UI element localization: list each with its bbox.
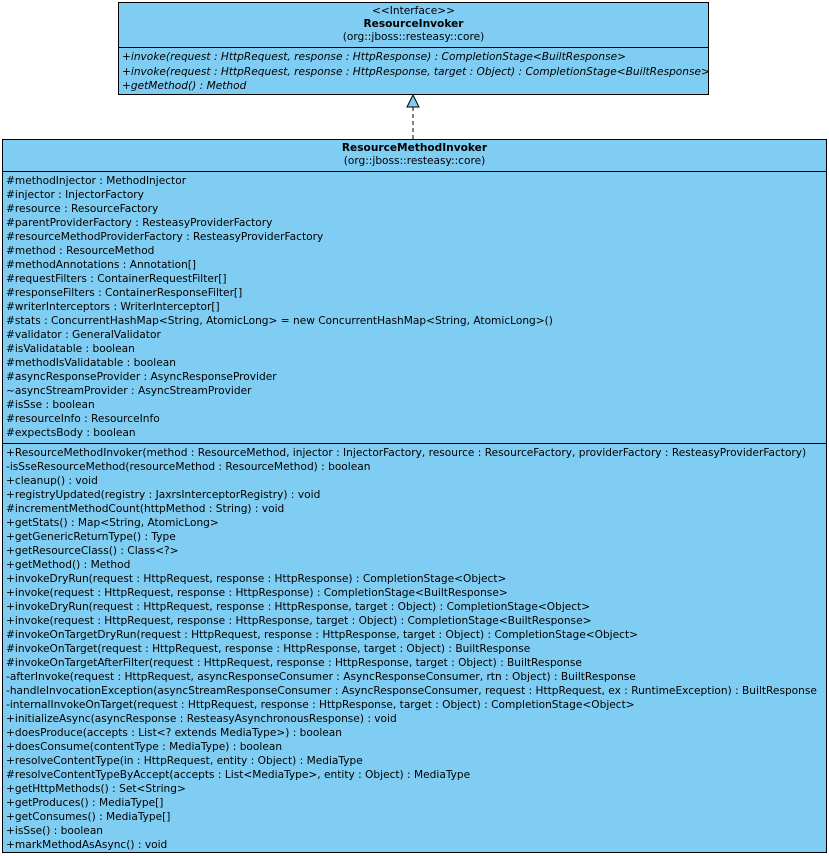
class-method: +resolveContentType(in : HttpRequest, entity : Object) : MediaType	[6, 755, 363, 767]
class-attribute: #stats : ConcurrentHashMap<String, AtomicLong> = new ConcurrentHashMap<String, AtomicLong>()	[6, 315, 553, 327]
class-method: +getGenericReturnType() : Type	[6, 531, 176, 543]
class-method: +invokeDryRun(request : HttpRequest, response : HttpResponse) : CompletionStage<Object>	[6, 573, 507, 585]
class-attribute: #expectsBody : boolean	[6, 427, 136, 439]
class-method: +doesConsume(contentType : MediaType) : boolean	[6, 741, 283, 753]
class-methods	[3, 444, 826, 855]
class-method: +invoke(request : HttpRequest, response : HttpResponse) : CompletionStage<BuiltResponse>	[6, 587, 508, 599]
class-method: +getHttpMethods() : Set<String>	[6, 783, 186, 795]
class-method: -internalInvokeOnTarget(request : HttpRequest, response : HttpResponse, target : Object) : CompletionStage<Object>	[6, 699, 635, 711]
class-attribute: #responseFilters : ContainerResponseFilter[]	[6, 287, 243, 299]
class-method: +markMethodAsAsync() : void	[6, 839, 168, 851]
class-attribute: #isValidatable : boolean	[6, 343, 135, 355]
class-attribute: #methodIsValidatable : boolean	[6, 357, 176, 369]
interface-method: +invoke(request : HttpRequest, response : HttpResponse) : CompletionStage<BuiltResponse>	[122, 51, 626, 63]
interface-method: +getMethod() : Method	[122, 80, 247, 92]
class-method: +getConsumes() : MediaType[]	[6, 811, 171, 823]
class-method: +invokeDryRun(request : HttpRequest, response : HttpResponse, target : Object) : CompletionStage<Object>	[6, 601, 591, 613]
class-attribute: #validator : GeneralValidator	[6, 329, 161, 341]
class-package: (org::jboss::resteasy::core)	[343, 155, 486, 167]
class-method: #resolveContentTypeByAccept(accepts : List<MediaType>, entity : Object) : MediaType	[6, 769, 471, 781]
class-attribute: #requestFilters : ContainerRequestFilter[]	[6, 273, 227, 285]
class-method: -afterInvoke(request : HttpRequest, asyncResponseConsumer : AsyncResponseConsumer, rtn : Object) : BuiltResponse	[6, 671, 636, 683]
class-method: +isSse() : boolean	[6, 825, 104, 837]
class-attribute: #methodInjector : MethodInjector	[6, 175, 187, 187]
class-attribute: ~asyncStreamProvider : AsyncStreamProvider	[6, 385, 252, 397]
class-attribute: #method : ResourceMethod	[6, 245, 155, 257]
class-method: #invokeOnTarget(request : HttpRequest, response : HttpResponse, target : Object) : BuiltResponse	[6, 643, 531, 655]
class-method: #invokeOnTargetAfterFilter(request : HttpRequest, response : HttpResponse, target : Object) : BuiltResponse	[6, 657, 582, 669]
class-attribute: #parentProviderFactory : ResteasyProviderFactory	[6, 217, 273, 229]
class-method: +getProduces() : MediaType[]	[6, 797, 164, 809]
class-attribute: #resourceMethodProviderFactory : ResteasyProviderFactory	[6, 231, 324, 243]
realization-arrowhead	[407, 95, 419, 107]
class-method: +doesProduce(accepts : List<? extends MediaType>) : boolean	[6, 727, 342, 739]
class-method: -handleInvocationException(asyncStreamResponseConsumer : AsyncResponseConsumer, request : HttpRequest, ex : RuntimeException) : BuiltResponse	[6, 685, 817, 697]
class-method: +registryUpdated(registry : JaxrsInterceptorRegistry) : void	[6, 489, 321, 501]
class-header	[3, 140, 826, 172]
class-method: +getMethod() : Method	[6, 559, 131, 571]
class-attribute: #asyncResponseProvider : AsyncResponseProvider	[6, 371, 277, 383]
interface-header	[119, 3, 708, 48]
class-method: #incrementMethodCount(httpMethod : String) : void	[6, 503, 285, 515]
class-method: +invoke(request : HttpRequest, response : HttpResponse, target : Object) : CompletionStage<BuiltResponse>	[6, 615, 592, 627]
class-attribute: #methodAnnotations : Annotation[]	[6, 259, 197, 271]
class-attribute: #resourceInfo : ResourceInfo	[6, 413, 160, 425]
class-method: +getResourceClass() : Class<?>	[6, 545, 179, 557]
class-attribute: #resource : ResourceFactory	[6, 203, 159, 215]
class-resource-method-invoker[interactable]	[2, 139, 827, 853]
interface-method: +invoke(request : HttpRequest, response : HttpResponse, target : Object) : CompletionStage<BuiltResponse>	[122, 65, 710, 78]
interface-name: ResourceInvoker	[363, 18, 464, 30]
class-attribute: #writerInterceptors : WriterInterceptor[]	[6, 301, 220, 313]
class-method: +initializeAsync(asyncResponse : ResteasyAsynchronousResponse) : void	[6, 713, 397, 725]
class-attribute: #injector : InjectorFactory	[6, 189, 144, 201]
class-attributes	[3, 172, 826, 444]
class-method: +cleanup() : void	[6, 475, 98, 487]
class-method: +getStats() : Map<String, AtomicLong>	[6, 517, 219, 529]
interface-methods	[119, 48, 708, 97]
interface-package: (org::jboss::resteasy::core)	[342, 31, 485, 43]
class-method: -isSseResourceMethod(resourceMethod : ResourceMethod) : boolean	[6, 461, 371, 473]
class-name: ResourceMethodInvoker	[341, 142, 488, 154]
class-method: #invokeOnTargetDryRun(request : HttpRequest, response : HttpResponse, target : Object) : CompletionStage<Object>	[6, 629, 638, 641]
class-method: +ResourceMethodInvoker(method : ResourceMethod, injector : InjectorFactory, resource : ResourceFactory, providerFactory : ResteasyProviderFactory)	[6, 447, 807, 459]
class-attribute: #isSse : boolean	[6, 399, 95, 411]
interface-resource-invoker[interactable]	[118, 2, 709, 95]
interface-stereotype: <<Interface>>	[372, 5, 455, 17]
